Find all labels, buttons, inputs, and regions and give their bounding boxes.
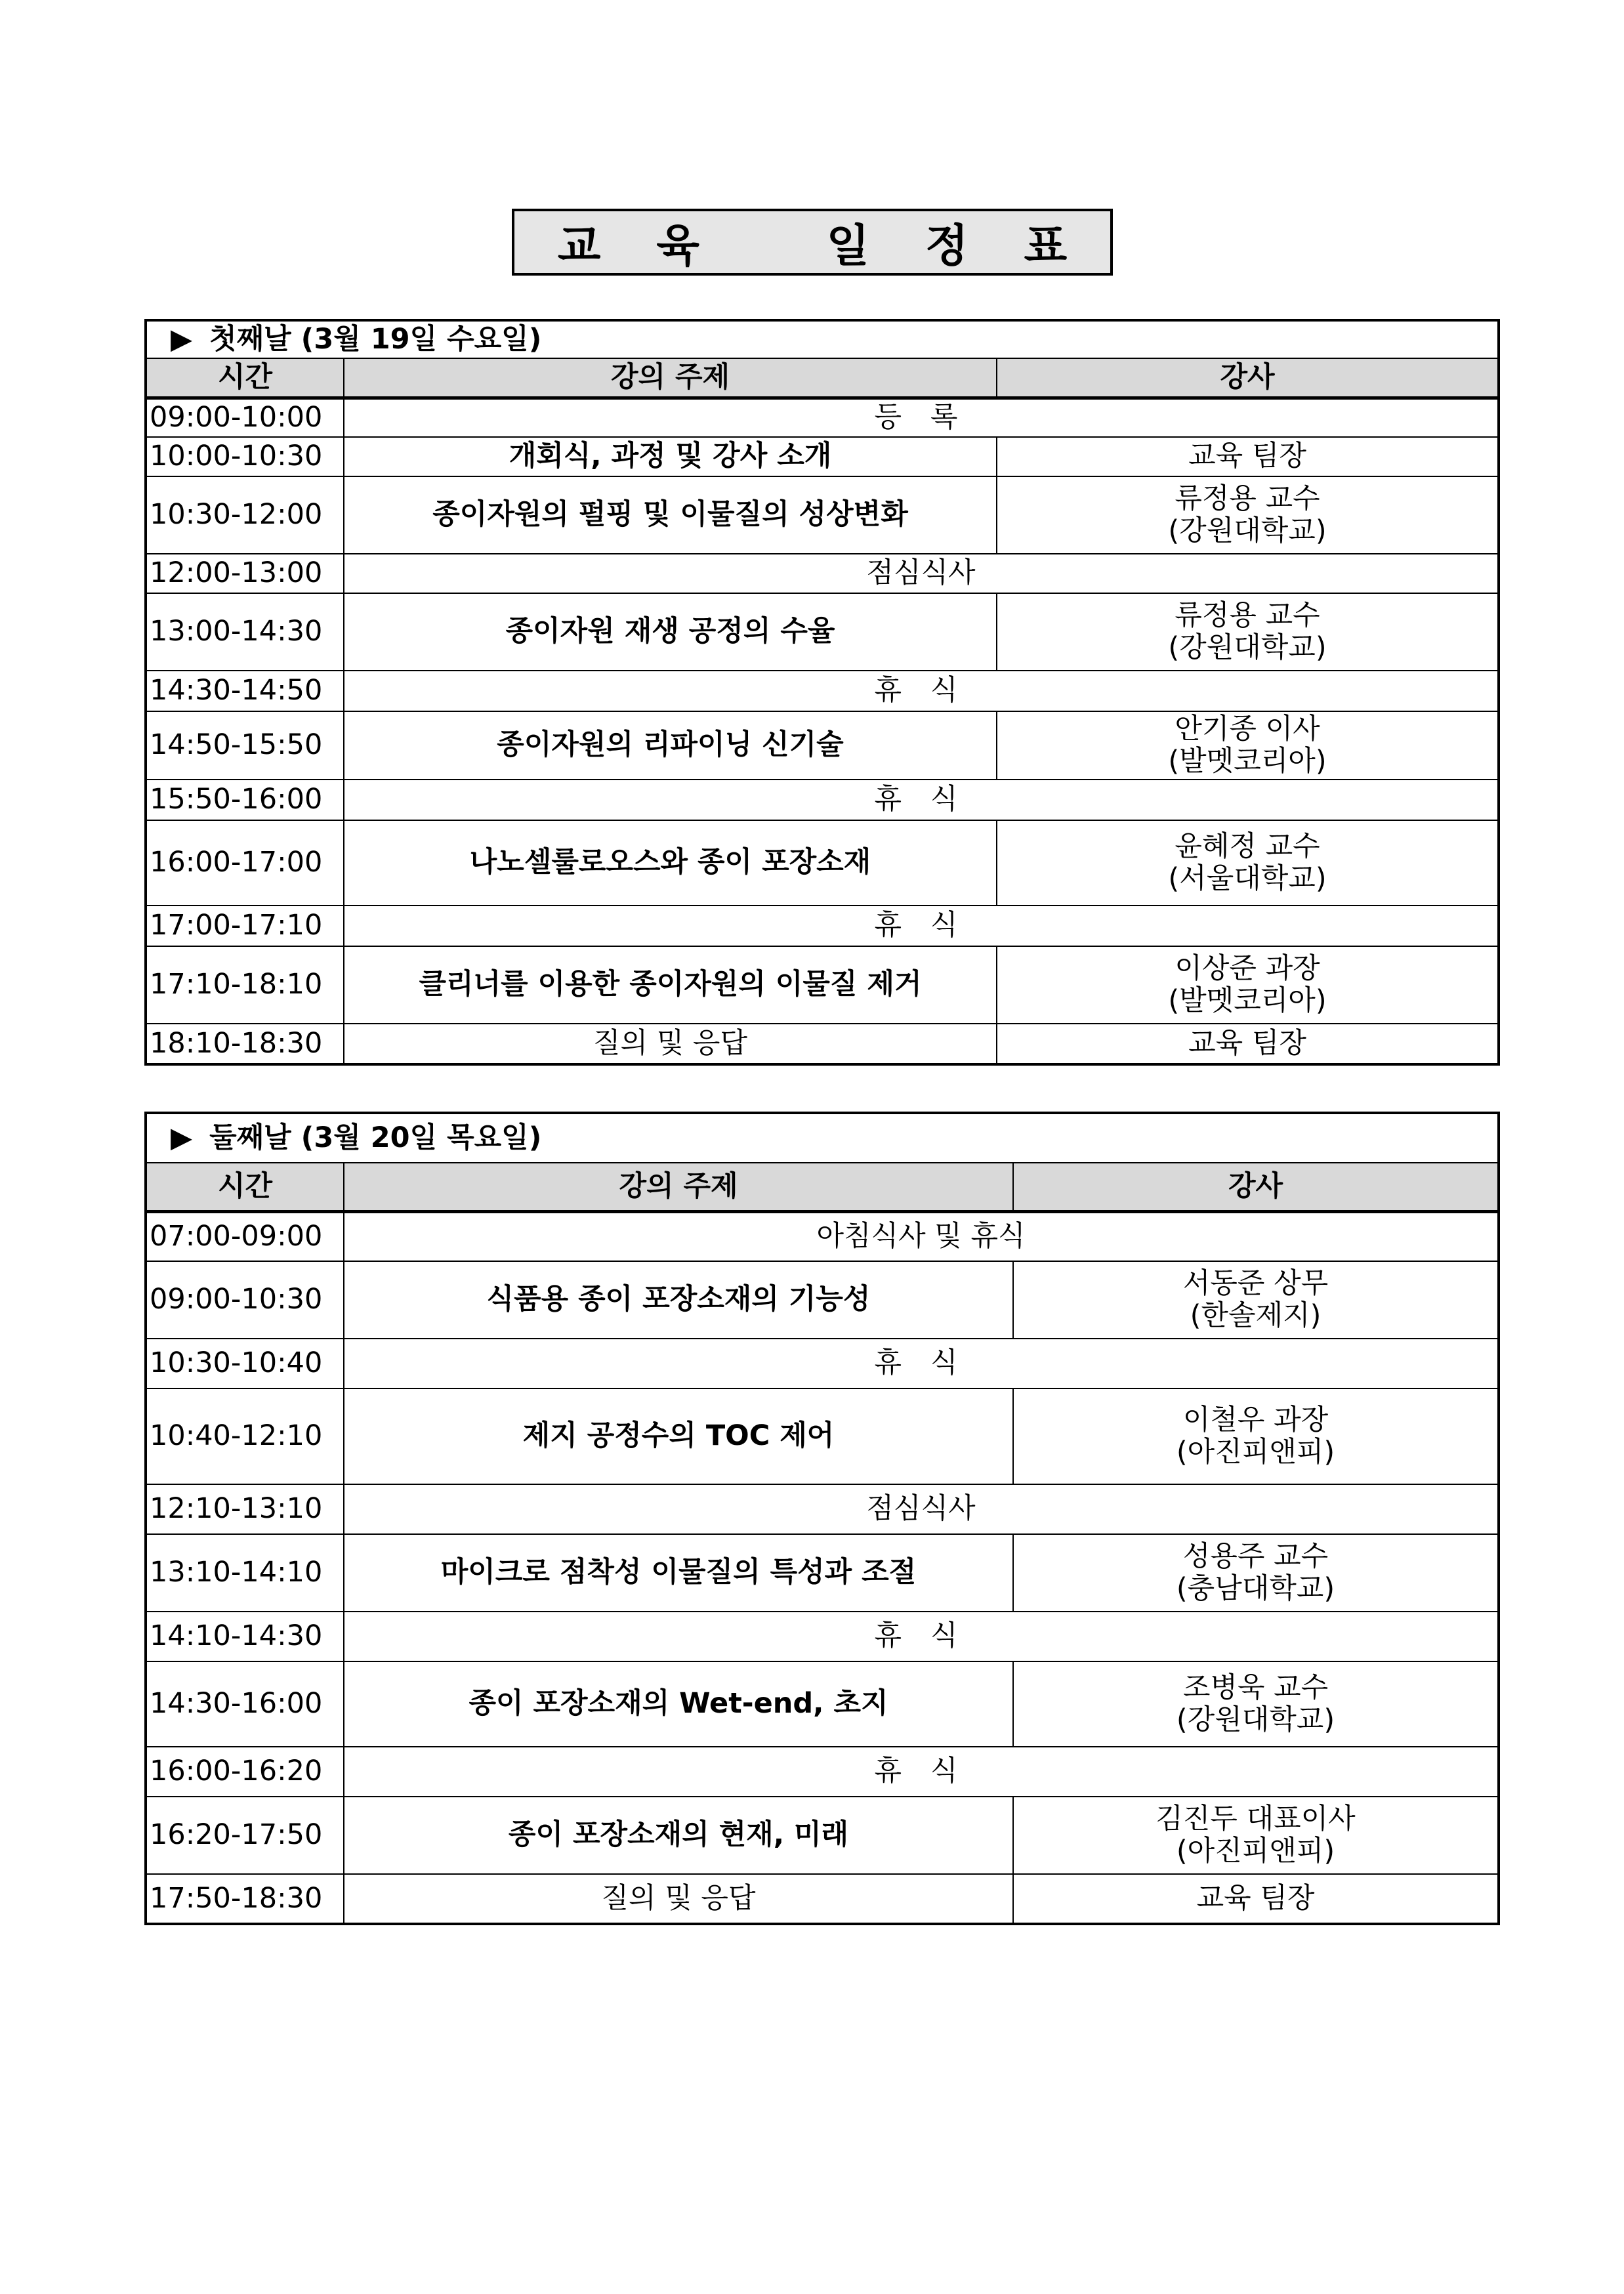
table-row bbox=[146, 1747, 1499, 1797]
triangle-bullet-icon: ▶ bbox=[171, 322, 193, 356]
topic-cell: 종이자원의 리파이닝 신기술 bbox=[344, 711, 997, 780]
lecturer-name: 교육 팀장 bbox=[1188, 440, 1306, 473]
table-row bbox=[146, 1261, 1499, 1339]
break-cell: 휴 식 bbox=[344, 1339, 1499, 1388]
time-cell: 17:00-17:10 bbox=[146, 906, 344, 946]
lecturer-name: 이상준 과장 bbox=[1175, 951, 1320, 985]
lecturer-affiliation: (강원대학교) bbox=[1168, 631, 1327, 664]
lecturer-name: 류정용 교수 bbox=[1175, 598, 1320, 632]
break-cell: 점심식사 bbox=[344, 1484, 1499, 1534]
time-cell: 13:00-14:30 bbox=[146, 593, 344, 671]
lecturer-affiliation: (강원대학교) bbox=[1176, 1703, 1335, 1736]
table-row bbox=[146, 1339, 1499, 1388]
time-cell: 14:30-16:00 bbox=[146, 1661, 344, 1747]
header-topic: 강의 주제 bbox=[344, 1163, 1013, 1211]
break-cell: 휴 식 bbox=[344, 671, 1499, 711]
break-cell: 휴 식 bbox=[344, 906, 1499, 946]
lecturer-cell bbox=[997, 437, 1499, 476]
table-row bbox=[146, 476, 1499, 554]
day1-schedule-table bbox=[144, 319, 1500, 1066]
lecturer-name: 이철우 과장 bbox=[1182, 1403, 1329, 1436]
lecturer-name: 안기종 이사 bbox=[1175, 712, 1320, 745]
header-time: 시간 bbox=[146, 1163, 344, 1211]
break-cell: 휴 식 bbox=[344, 780, 1499, 820]
topic-cell: 질의 및 응답 bbox=[344, 1874, 1013, 1924]
topic-cell: 식품용 종이 포장소재의 기능성 bbox=[344, 1261, 1013, 1339]
topic-cell: 종이자원의 펄핑 및 이물질의 성상변화 bbox=[344, 476, 997, 554]
day-heading-text: 첫째날 (3월 19일 수요일) bbox=[209, 322, 542, 356]
break-cell: 점심식사 bbox=[344, 554, 1499, 593]
topic-cell: 종이 포장소재의 현재, 미래 bbox=[344, 1797, 1013, 1874]
topic-cell: 마이크로 점착성 이물질의 특성과 조절 bbox=[344, 1534, 1013, 1612]
lecturer-affiliation: (아진피앤피) bbox=[1176, 1835, 1335, 1867]
time-cell: 14:50-15:50 bbox=[146, 711, 344, 780]
lecturer-name: 류정용 교수 bbox=[1175, 482, 1320, 515]
break-cell: 휴 식 bbox=[344, 1747, 1499, 1797]
table-row bbox=[146, 554, 1499, 593]
time-cell: 17:10-18:10 bbox=[146, 946, 344, 1024]
table-row bbox=[146, 671, 1499, 711]
lecturer-cell bbox=[997, 476, 1499, 554]
lecturer-name: 성용주 교수 bbox=[1182, 1539, 1329, 1573]
table-row bbox=[146, 946, 1499, 1024]
lecturer-cell bbox=[997, 946, 1499, 1024]
time-cell: 16:00-16:20 bbox=[146, 1747, 344, 1797]
table-row bbox=[146, 1661, 1499, 1747]
break-cell: 등 록 bbox=[344, 398, 1499, 437]
lecturer-name: 김진두 대표이사 bbox=[1156, 1802, 1356, 1835]
page-title: 교 육 일 정 표 bbox=[512, 209, 1113, 276]
header-lecturer: 강사 bbox=[997, 358, 1499, 398]
topic-cell: 종이 포장소재의 Wet-end, 초지 bbox=[344, 1661, 1013, 1747]
topic-cell: 클리너를 이용한 종이자원의 이물질 제거 bbox=[344, 946, 997, 1024]
time-cell: 18:10-18:30 bbox=[146, 1024, 344, 1064]
lecturer-cell bbox=[997, 1024, 1499, 1064]
lecturer-cell bbox=[1013, 1534, 1499, 1612]
table-row bbox=[146, 437, 1499, 476]
day2-schedule-table bbox=[144, 1112, 1500, 1925]
day-heading-row bbox=[146, 320, 1499, 358]
lecturer-cell bbox=[997, 711, 1499, 780]
day-heading bbox=[146, 320, 1499, 358]
lecturer-affiliation: (한솔제지) bbox=[1190, 1299, 1322, 1332]
table-row bbox=[146, 1211, 1499, 1261]
table-row bbox=[146, 1612, 1499, 1661]
table-row bbox=[146, 1388, 1499, 1484]
time-cell: 15:50-16:00 bbox=[146, 780, 344, 820]
time-cell: 07:00-09:00 bbox=[146, 1211, 344, 1261]
time-cell: 09:00-10:00 bbox=[146, 398, 344, 437]
day-heading-row bbox=[146, 1113, 1499, 1163]
topic-cell: 개회식, 과정 및 강사 소개 bbox=[344, 437, 997, 476]
table-row bbox=[146, 398, 1499, 437]
lecturer-cell bbox=[1013, 1874, 1499, 1924]
time-cell: 14:30-14:50 bbox=[146, 671, 344, 711]
table-row bbox=[146, 593, 1499, 671]
lecturer-name: 교육 팀장 bbox=[1196, 1881, 1315, 1915]
break-cell: 휴 식 bbox=[344, 1612, 1499, 1661]
day-heading-text: 둘째날 (3월 20일 목요일) bbox=[209, 1121, 542, 1154]
time-cell: 16:20-17:50 bbox=[146, 1797, 344, 1874]
topic-cell: 나노셀룰로오스와 종이 포장소재 bbox=[344, 820, 997, 906]
triangle-bullet-icon: ▶ bbox=[171, 1121, 193, 1154]
lecturer-cell bbox=[1013, 1797, 1499, 1874]
lecturer-name: 교육 팀장 bbox=[1188, 1026, 1306, 1060]
topic-cell: 종이자원 재생 공정의 수율 bbox=[344, 593, 997, 671]
header-topic: 강의 주제 bbox=[344, 358, 997, 398]
lecturer-affiliation: (서울대학교) bbox=[1168, 862, 1327, 895]
table-row bbox=[146, 711, 1499, 780]
header-time: 시간 bbox=[146, 358, 344, 398]
lecturer-name: 윤혜정 교수 bbox=[1175, 829, 1320, 863]
lecturer-cell bbox=[1013, 1261, 1499, 1339]
time-cell: 17:50-18:30 bbox=[146, 1874, 344, 1924]
table-row bbox=[146, 780, 1499, 820]
lecturer-affiliation: (아진피앤피) bbox=[1176, 1436, 1335, 1469]
table-row bbox=[146, 1874, 1499, 1924]
time-cell: 13:10-14:10 bbox=[146, 1534, 344, 1612]
table-row bbox=[146, 906, 1499, 946]
time-cell: 14:10-14:30 bbox=[146, 1612, 344, 1661]
time-cell: 10:40-12:10 bbox=[146, 1388, 344, 1484]
lecturer-affiliation: (충남대학교) bbox=[1176, 1572, 1335, 1605]
lecturer-cell bbox=[1013, 1661, 1499, 1747]
table-row bbox=[146, 1484, 1499, 1534]
table-row bbox=[146, 1797, 1499, 1874]
time-cell: 16:00-17:00 bbox=[146, 820, 344, 906]
lecturer-affiliation: (발멧코리아) bbox=[1168, 984, 1327, 1017]
time-cell: 10:30-12:00 bbox=[146, 476, 344, 554]
lecturer-cell bbox=[1013, 1388, 1499, 1484]
lecturer-cell bbox=[997, 593, 1499, 671]
table-row bbox=[146, 820, 1499, 906]
table-row bbox=[146, 1024, 1499, 1064]
break-cell: 아침식사 및 휴식 bbox=[344, 1211, 1499, 1261]
time-cell: 10:30-10:40 bbox=[146, 1339, 344, 1388]
lecturer-name: 서동준 상무 bbox=[1182, 1266, 1329, 1300]
header-lecturer: 강사 bbox=[1013, 1163, 1499, 1211]
time-cell: 09:00-10:30 bbox=[146, 1261, 344, 1339]
time-cell: 12:10-13:10 bbox=[146, 1484, 344, 1534]
lecturer-affiliation: (발멧코리아) bbox=[1168, 745, 1327, 778]
lecturer-name: 조병욱 교수 bbox=[1182, 1671, 1329, 1704]
day-heading bbox=[146, 1113, 1499, 1163]
lecturer-cell bbox=[997, 820, 1499, 906]
table-row bbox=[146, 1534, 1499, 1612]
column-header-row bbox=[146, 358, 1499, 398]
topic-cell: 제지 공정수의 TOC 제어 bbox=[344, 1388, 1013, 1484]
time-cell: 12:00-13:00 bbox=[146, 554, 344, 593]
lecturer-affiliation: (강원대학교) bbox=[1168, 514, 1327, 547]
column-header-row bbox=[146, 1163, 1499, 1211]
topic-cell: 질의 및 응답 bbox=[344, 1024, 997, 1064]
time-cell: 10:00-10:30 bbox=[146, 437, 344, 476]
